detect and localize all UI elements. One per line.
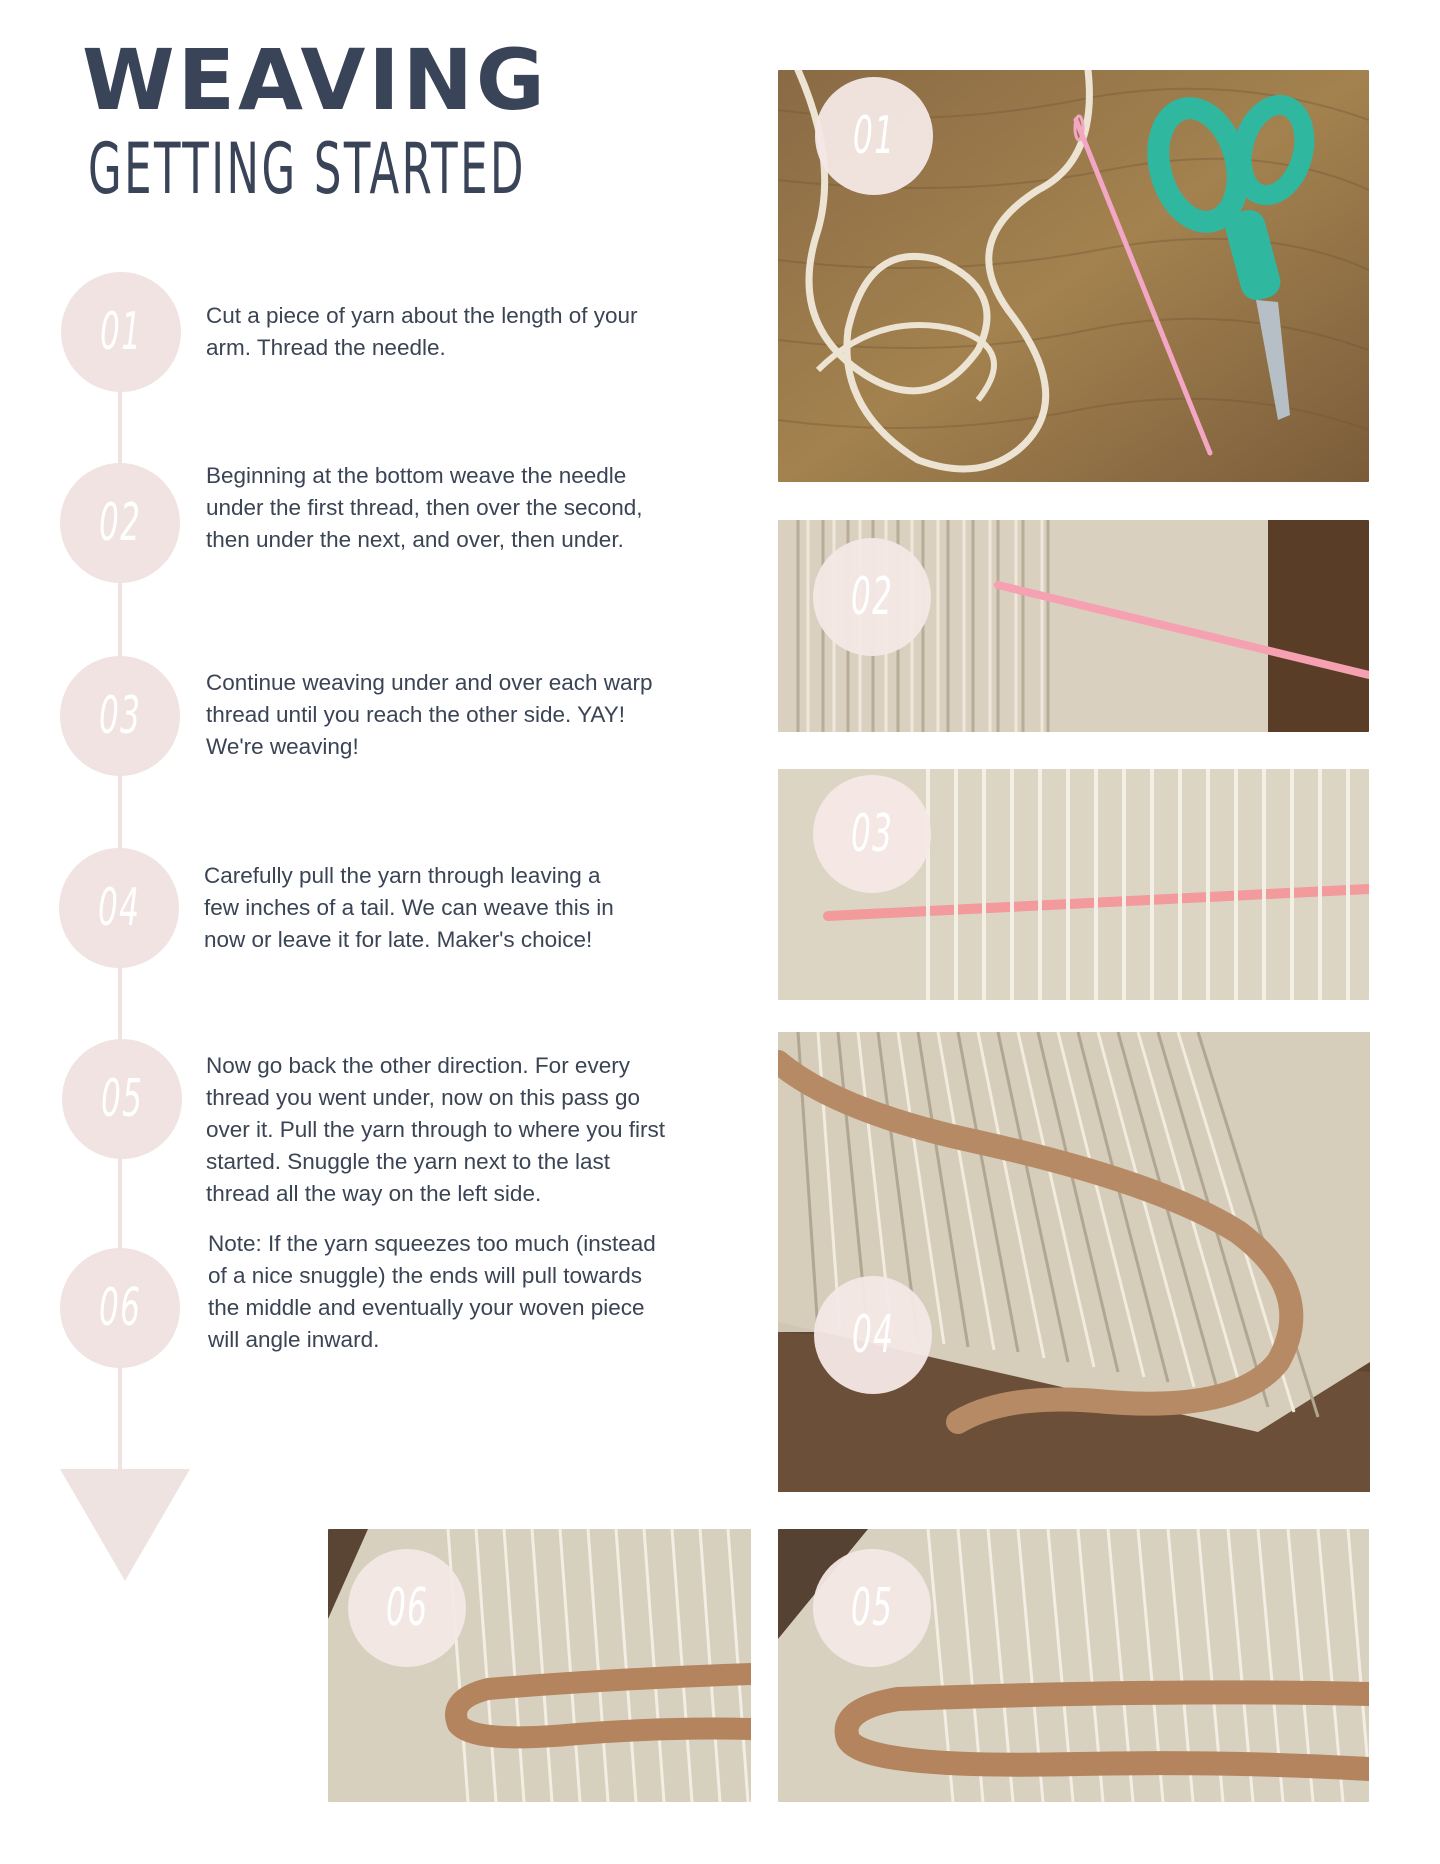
photo-circle-03 [813,775,931,893]
step-circle-03 [60,656,180,776]
timeline-arrow-icon [60,1469,190,1581]
step-text-01: Cut a piece of yarn about the length of your arm. Thread the needle. [206,303,638,360]
photo-04-yarn-pulled [778,1032,1370,1492]
step-text-02: Beginning at the bottom weave the needle under the first thread, then over the second, then under the next, and over, then under. [206,463,643,552]
photo-03-needle-woven [778,769,1369,1000]
page-title: WEAVING [82,31,548,129]
photo-02-loom-needle [778,520,1369,732]
step-text-06: Note: If the yarn squeezes too much (instead of a nice snuggle) the ends will pull towards the middle and eventually your woven piece will angle inward. [208,1231,656,1352]
photo-circle-02 [813,538,931,656]
photo-number: 02 [850,567,894,627]
step-text-03: Continue weaving under and over each warp thread until you reach the other side. YAY! We're weaving! [206,670,653,759]
step-number: 02 [98,493,142,553]
photo-number: 05 [850,1578,894,1638]
step-number: 05 [100,1069,144,1129]
photo-05-yarn-return [778,1529,1369,1802]
photo-circle-04 [814,1276,932,1394]
photo-01-supplies [778,70,1369,482]
photo-number: 06 [385,1578,429,1638]
step-circle-04 [59,848,179,968]
step-number: 06 [98,1278,142,1338]
photo-number: 04 [851,1305,895,1365]
photo-number: 03 [850,804,894,864]
step-text-05: Now go back the other direction. For every thread you went under, now on this pass go over it. Pull the yarn through to where you first started. Snuggle the yarn next to the last thread all the way on the left side. [206,1053,665,1206]
step-circle-01 [61,272,181,392]
photo-circle-06 [348,1549,466,1667]
step-circle-05 [62,1039,182,1159]
photo-circle-01 [815,77,933,195]
step-number: 03 [98,686,142,746]
step-number: 04 [97,878,141,938]
page-subtitle: GETTING STARTED [88,128,526,210]
step-circle-02 [60,463,180,583]
step-text-04: Carefully pull the yarn through leaving a few inches of a tail. We can weave this in now or leave it for late. Maker's choice! [204,863,614,952]
photo-number: 01 [852,106,896,166]
step-number: 01 [99,302,143,362]
step-circle-06 [60,1248,180,1368]
photo-circle-05 [813,1549,931,1667]
photo-06-yarn-snuggled [328,1529,751,1802]
